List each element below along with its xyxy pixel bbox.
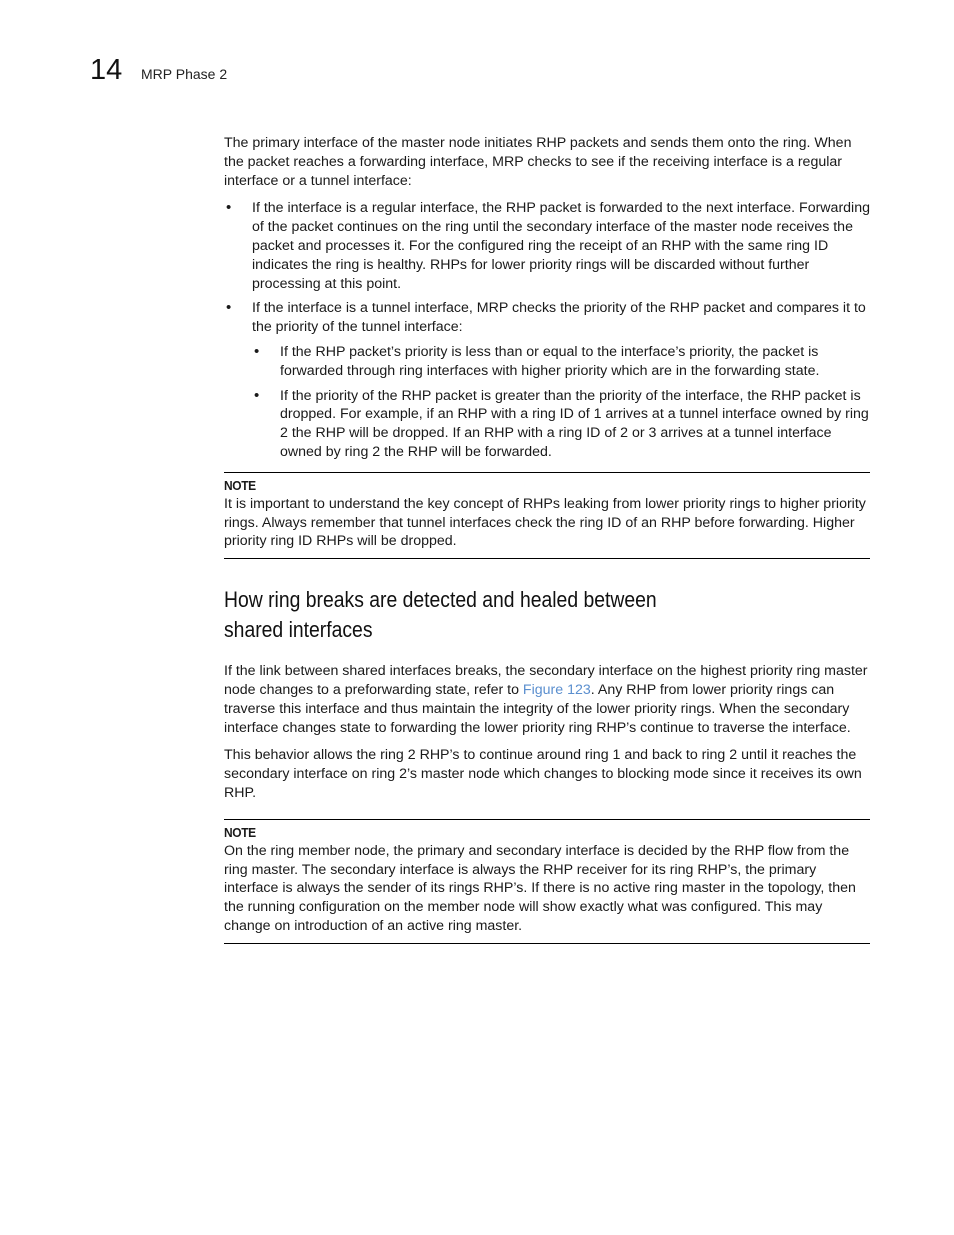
paragraph-text: If the link between shared interfaces breaks, the secondary interface on the highest priority ring master node changes to a preforwarding state, refer to xyxy=(224,663,868,698)
list-item-text: If the RHP packet’s priority is less than or equal to the interface’s priority, the packet is forwarded through ring interfaces with higher priority which are in the forwarding state. xyxy=(280,343,820,379)
chapter-title: MRP Phase 2 xyxy=(141,66,228,82)
note-block xyxy=(224,472,870,559)
chapter-number: 14 xyxy=(90,54,123,86)
note-text: On the ring member node, the primary and secondary interface is decided by the RHP flow from the ring master. The secondary interface is always the RHP receiver for its ring RHP’s, the primary interface is always the sender of its rings RHP’s. If there is no active ring master in the topology, then the running configuration on the member node will show exactly what was configured. This may change on introduction of an active ring master. xyxy=(224,842,856,934)
note-label: NOTE xyxy=(224,824,256,840)
note-block xyxy=(224,819,870,944)
bullet-icon: • xyxy=(254,342,260,360)
bullet-icon: • xyxy=(226,199,232,217)
bullet-icon: • xyxy=(254,386,260,404)
list-item-text: If the priority of the RHP packet is greater than the priority of the interface, the RHP packet is dropped. For example, if an RHP with a ring ID of 1 arrives at a tunnel interface owned by ring 2 the RHP will be dropped. If an RHP with a ring ID of 2 or 3 arrives at a tunnel interface owned by ring 2 the RHP will be forwarded. xyxy=(280,387,869,460)
page-content xyxy=(224,134,870,944)
section-paragraph: This behavior allows the ring 2 RHP’s to continue around ring 1 and back to ring 2 until it reaches the secondary interface on ring 2’s master node which changes to blocking mode since it receives its own RHP. xyxy=(224,747,862,801)
bullet-list xyxy=(224,199,870,461)
sub-bullet-list xyxy=(252,343,870,462)
paragraph-text: . Any RHP from lower priority rings can traverse this interface and thus maintain the integrity of the lower priority rings. When the secondary interface changes state to forwarding the lower priority ring RHP’s continue to traverse the interface. xyxy=(224,681,851,736)
intro-paragraph: The primary interface of the master node initiates RHP packets and sends them onto the ring. When the packet reaches a forwarding interface, MRP checks to see if the receiving interface is a regular interface or a tunnel interface: xyxy=(224,135,852,189)
bullet-icon: • xyxy=(226,299,232,317)
list-item xyxy=(252,343,870,381)
list-item xyxy=(224,199,870,293)
list-item xyxy=(224,299,870,461)
list-item-text: If the interface is a regular interface, the RHP packet is forwarded to the next interface. Forwarding of the packet continues on the ring until the secondary interface of the master node receives the packet and processes it. For the configured ring the receipt of an RHP with the same ring ID indicates the ring is healthy. RHPs for lower priority rings will be discarded without further processing at this point. xyxy=(252,200,870,292)
note-text: It is important to understand the key concept of RHPs leaking from lower priority rings to higher priority rings. Always remember that tunnel interfaces check the ring ID of an RHP before forwarding. Higher priority ring ID RHPs will be dropped. xyxy=(224,495,866,550)
section-heading: How ring breaks are detected and healed between shared interfaces xyxy=(224,587,657,643)
figure-link[interactable]: Figure 123 xyxy=(522,681,591,698)
list-item-text: If the interface is a tunnel interface, MRP checks the priority of the RHP packet and compares it to the priority of the tunnel interface: xyxy=(252,300,866,336)
list-item xyxy=(252,387,870,462)
note-label: NOTE xyxy=(224,477,256,493)
section-paragraph xyxy=(224,662,870,737)
